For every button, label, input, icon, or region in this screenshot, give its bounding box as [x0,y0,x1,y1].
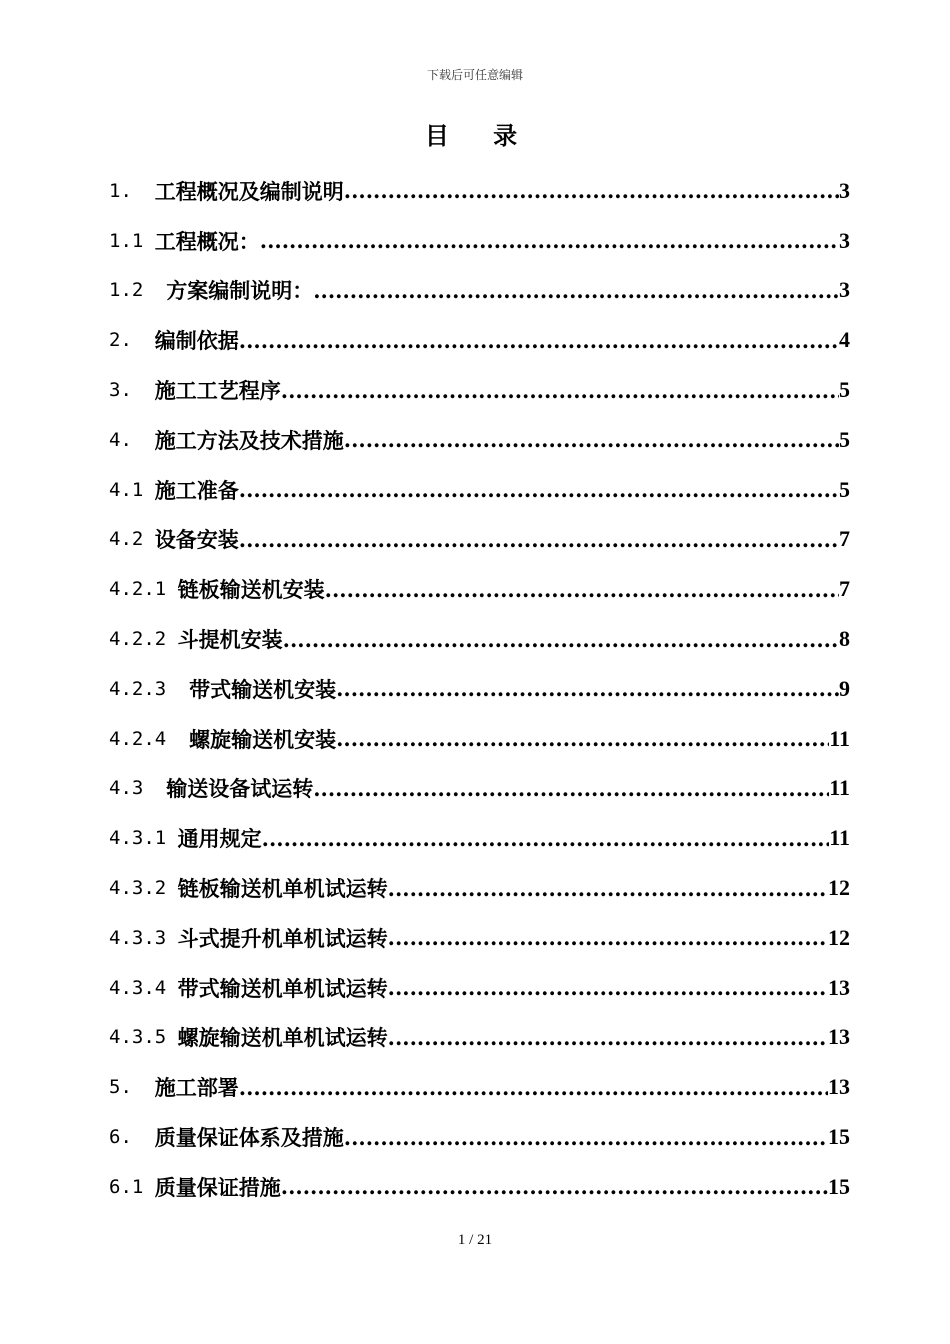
toc-leader-dots [344,1125,828,1150]
toc-entry-page: 5 [839,377,850,403]
toc-entry-page: 13 [828,1074,850,1100]
toc-leader-dots [344,427,839,452]
toc-entry-number: 1.2 [109,279,167,302]
toc-entry-page: 12 [828,924,850,950]
toc-entry-text: 斗式提升机单机试运转 [177,925,388,951]
toc-entry[interactable] [109,216,850,266]
toc-entry-page: 11 [829,775,850,801]
toc-entry-text: 输送设备试运转 [166,776,314,802]
toc-entry[interactable] [109,1112,850,1162]
toc-entry-number: 4. [109,428,155,451]
toc-leader-dots [388,876,828,901]
toc-entry-text: 螺旋输送机单机试运转 [177,1025,388,1051]
toc-entry-number: 3. [109,379,155,402]
toc-entry-text: 螺旋输送机安装 [189,726,337,752]
toc-entry-number: 4.2.3 [109,677,190,700]
toc-entry-page: 8 [839,626,850,652]
toc-leader-dots [388,1025,828,1050]
toc-entry-text: 带式输送机单机试运转 [177,975,388,1001]
toc-title: 目 录 [424,121,536,150]
toc-entry-page: 4 [839,327,850,353]
toc-entry-page: 15 [828,1124,850,1150]
toc-entry[interactable] [109,913,850,963]
toc-entry-number: 4.2 [109,528,155,551]
toc-entry-text: 链板输送机安装 [177,577,325,603]
toc-list [109,166,850,1212]
toc-entry-page: 12 [828,875,850,901]
toc-entry-page: 9 [839,675,850,701]
toc-leader-dots [344,178,839,203]
toc-entry-page: 13 [828,974,850,1000]
toc-entry[interactable] [109,863,850,913]
toc-leader-dots [239,328,839,353]
toc-entry-text: 设备安装 [154,527,239,553]
page-number: 1 / 21 [457,1232,493,1248]
toc-leader-dots [239,477,839,502]
toc-leader-dots [239,1075,828,1100]
toc-entry-number: 4.3.4 [109,976,178,999]
toc-entry-text: 工程概况及编制说明 [154,178,344,204]
toc-entry-number: 1.1 [109,229,155,252]
toc-entry[interactable] [109,415,850,465]
toc-entry-number: 4.1 [109,478,155,501]
toc-leader-dots [388,975,828,1000]
toc-entry[interactable] [109,266,850,316]
toc-entry-page: 3 [839,227,850,253]
toc-leader-dots [281,1174,828,1199]
toc-entry[interactable] [109,714,850,764]
toc-entry-page: 7 [839,526,850,552]
toc-entry-number: 4.3 [109,777,167,800]
toc-entry[interactable] [109,515,850,565]
toc-entry-page: 7 [839,576,850,602]
toc-entry-text: 通用规定 [177,826,262,852]
toc-entry[interactable] [109,365,850,415]
toc-entry-number: 5. [109,1076,155,1099]
toc-leader-dots [313,776,829,801]
toc-entry-page: 13 [828,1024,850,1050]
toc-entry-text: 方案编制说明： [166,278,314,304]
toc-leader-dots [260,228,839,253]
toc-entry-page: 11 [829,725,850,751]
toc-entry-number: 4.3.3 [109,926,178,949]
toc-entry[interactable] [109,614,850,664]
toc-leader-dots [283,627,839,652]
toc-leader-dots [336,726,829,751]
toc-entry[interactable] [109,564,850,614]
toc-entry-page: 5 [839,426,850,452]
toc-entry-page: 11 [829,825,850,851]
toc-entry-text: 施工方法及技术措施 [154,427,344,453]
toc-entry-text: 链板输送机单机试运转 [177,876,388,902]
toc-entry[interactable] [109,465,850,515]
toc-entry-page: 3 [839,177,850,203]
toc-entry-number: 4.2.4 [109,727,190,750]
toc-entry[interactable] [109,813,850,863]
toc-entry-number: 1. [109,179,155,202]
toc-entry[interactable] [109,1062,850,1112]
header-note: 下载后可任意编辑 [426,68,523,82]
toc-entry-text: 施工工艺程序 [154,378,281,404]
toc-entry-text: 施工部署 [154,1075,239,1101]
toc-entry-page: 3 [839,277,850,303]
toc-entry-text: 施工准备 [154,477,239,503]
toc-entry[interactable] [109,963,850,1013]
toc-entry-number: 4.3.5 [109,1026,178,1049]
toc-entry[interactable] [109,1013,850,1063]
toc-entry-text: 工程概况： [154,228,260,254]
toc-entry-text: 质量保证体系及措施 [154,1125,344,1151]
toc-entry[interactable] [109,664,850,714]
toc-entry-page: 5 [839,476,850,502]
toc-leader-dots [262,826,830,851]
toc-entry-number: 6.1 [109,1175,155,1198]
toc-entry-number: 6. [109,1126,155,1149]
toc-entry-text: 编制依据 [154,328,239,354]
toc-entry[interactable] [109,166,850,216]
toc-entry-text: 带式输送机安装 [189,676,337,702]
toc-entry-number: 4.3.1 [109,827,178,850]
toc-leader-dots [336,676,839,701]
toc-entry-number: 4.2.1 [109,578,178,601]
toc-entry[interactable] [109,315,850,365]
toc-leader-dots [325,577,839,602]
toc-entry-page: 15 [828,1173,850,1199]
toc-leader-dots [239,527,839,552]
toc-entry-number: 4.2.2 [109,628,178,651]
toc-entry-number: 2. [109,329,155,352]
toc-entry-number: 4.3.2 [109,877,178,900]
toc-entry-text: 质量保证措施 [154,1174,281,1200]
toc-leader-dots [281,378,839,403]
toc-leader-dots [388,925,828,950]
toc-entry-text: 斗提机安装 [177,627,283,653]
toc-entry[interactable] [109,764,850,814]
toc-leader-dots [313,278,839,303]
toc-entry[interactable] [109,1162,850,1212]
